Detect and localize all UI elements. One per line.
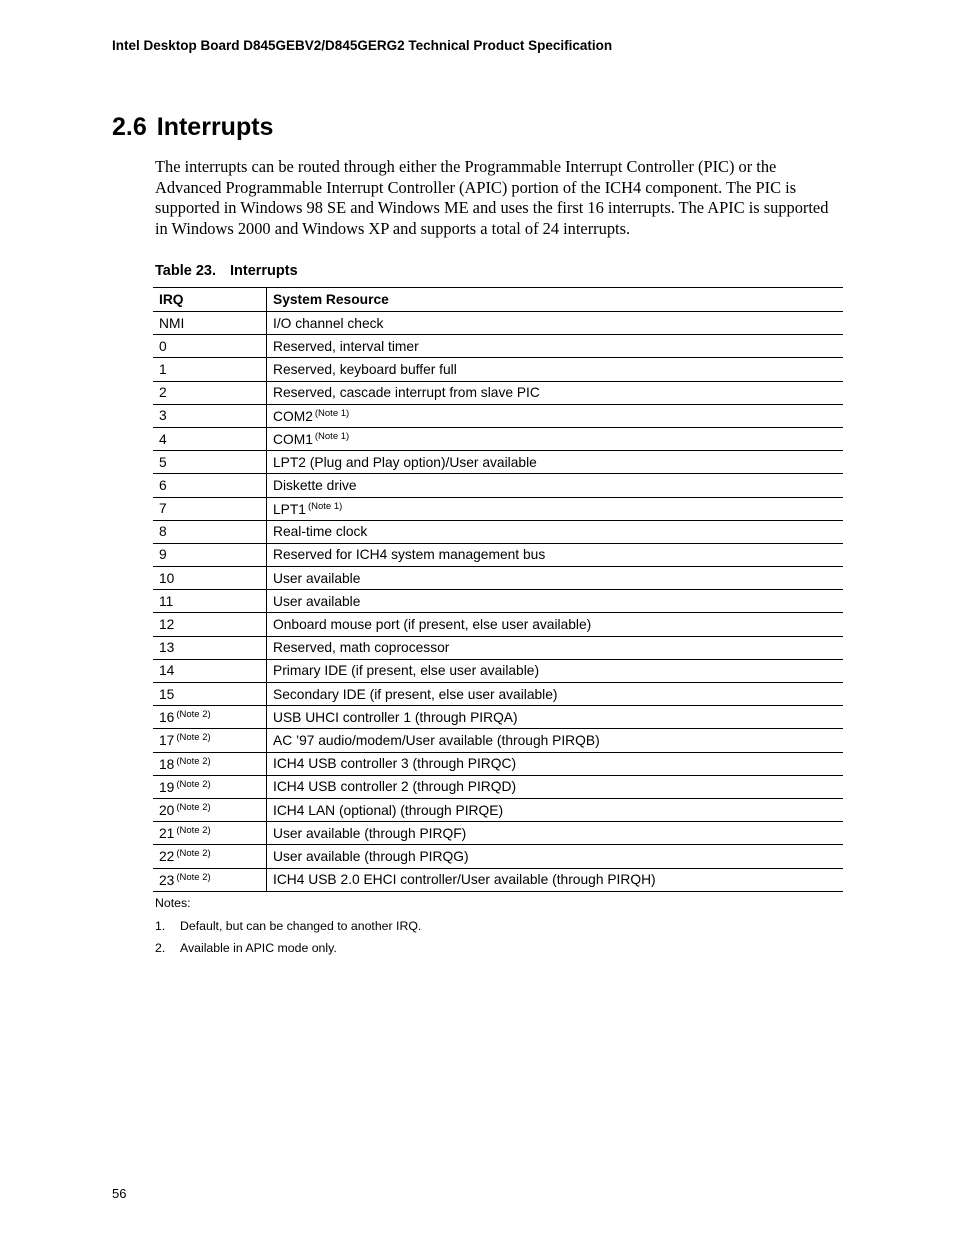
system-resource-value: ICH4 USB 2.0 EHCI controller/User available (through PIRQH): [273, 872, 656, 888]
irq-footnote-ref: (Note 2): [176, 825, 211, 837]
system-resource-value: User available (through PIRQF): [273, 825, 467, 841]
system-resource-cell: [267, 775, 844, 798]
system-resource-cell: [267, 845, 844, 868]
system-resource-value: Reserved, interval timer: [273, 338, 419, 354]
irq-value: NMI: [159, 315, 185, 331]
system-resource-value: Reserved for ICH4 system management bus: [273, 547, 546, 563]
irq-value: 10: [159, 570, 175, 586]
irq-value: 5: [159, 454, 167, 470]
system-resource-cell: [267, 404, 844, 427]
irq-cell: [153, 590, 267, 613]
system-resource-value: Onboard mouse port (if present, else user available): [273, 617, 592, 633]
irq-footnote-ref: (Note 2): [176, 848, 211, 860]
system-resource-cell: [267, 822, 844, 845]
table-row: [153, 683, 843, 706]
irq-cell: [153, 845, 267, 868]
system-resource-cell: [267, 636, 844, 659]
section-number: 2.6: [112, 113, 147, 141]
notes-title: Notes:: [155, 896, 191, 910]
resource-footnote-ref: (Note 1): [314, 407, 350, 419]
system-resource-value: LPT2 (Plug and Play option)/User available: [273, 454, 537, 470]
irq-cell: [153, 752, 267, 775]
irq-cell: [153, 451, 267, 474]
irq-cell: [153, 404, 267, 427]
table-row: [153, 613, 843, 636]
irq-footnote-ref: (Note 2): [176, 802, 211, 814]
table-row: [153, 358, 843, 381]
irq-cell: [153, 335, 267, 358]
note-number: 1.: [155, 919, 166, 933]
system-resource-value: Secondary IDE (if present, else user available): [273, 686, 558, 702]
column-header-system-resource: System Resource: [267, 288, 844, 312]
system-resource-value: ICH4 USB controller 2 (through PIRQD): [273, 779, 517, 795]
table-row: [153, 404, 843, 427]
irq-footnote-ref: (Note 2): [176, 755, 211, 767]
system-resource-value: ICH4 LAN (optional) (through PIRQE): [273, 802, 504, 818]
table-row: [153, 335, 843, 358]
system-resource-cell: [267, 451, 844, 474]
column-header-irq: IRQ: [153, 288, 267, 312]
system-resource-cell: [267, 520, 844, 543]
section-heading: [112, 113, 273, 142]
irq-cell: [153, 358, 267, 381]
table-row: [153, 729, 843, 752]
system-resource-value: LPT1: [273, 501, 306, 517]
irq-footnote-ref: (Note 2): [176, 709, 211, 721]
irq-value: 11: [159, 593, 174, 609]
system-resource-cell: [267, 613, 844, 636]
section-title: Interrupts: [156, 113, 274, 141]
irq-value: 15: [159, 686, 175, 702]
irq-cell: [153, 474, 267, 497]
system-resource-cell: [267, 335, 844, 358]
irq-value: 22: [159, 849, 175, 865]
table-row: [153, 752, 843, 775]
irq-cell: [153, 636, 267, 659]
table-row: [153, 497, 843, 520]
system-resource-cell: [267, 706, 844, 729]
table-row: [153, 381, 843, 404]
table-caption-title: Interrupts: [229, 263, 298, 279]
table-row: [153, 822, 843, 845]
irq-value: 6: [159, 477, 167, 493]
note-number: 2.: [155, 941, 166, 955]
system-resource-value: User available (through PIRQG): [273, 848, 469, 864]
table-row: [153, 520, 843, 543]
irq-cell: [153, 312, 267, 335]
irq-cell: [153, 520, 267, 543]
system-resource-cell: [267, 474, 844, 497]
irq-value: 4: [159, 431, 167, 447]
irq-value: 0: [159, 338, 167, 354]
irq-cell: [153, 683, 267, 706]
irq-value: 17: [159, 733, 175, 749]
irq-value: 21: [159, 826, 175, 842]
running-header: Intel Desktop Board D845GEBV2/D845GERG2 Technical Product Specification: [112, 38, 613, 53]
irq-cell: [153, 798, 267, 821]
system-resource-value: Primary IDE (if present, else user available): [273, 663, 540, 679]
table-row: [153, 659, 843, 682]
note-text: Default, but can be changed to another IRQ.: [180, 919, 422, 933]
table-body: [153, 312, 843, 892]
system-resource-cell: [267, 798, 844, 821]
irq-footnote-ref: (Note 2): [176, 778, 211, 790]
table-notes: [155, 896, 421, 963]
irq-cell: [153, 775, 267, 798]
system-resource-cell: [267, 358, 844, 381]
note-text: Available in APIC mode only.: [180, 941, 337, 955]
system-resource-value: Reserved, math coprocessor: [273, 640, 450, 656]
system-resource-cell: [267, 427, 844, 450]
table-row: [153, 451, 843, 474]
system-resource-cell: [267, 729, 844, 752]
irq-footnote-ref: (Note 2): [176, 732, 211, 744]
table-row: [153, 775, 843, 798]
system-resource-cell: [267, 590, 844, 613]
table-row: [153, 427, 843, 450]
irq-value: 14: [159, 663, 175, 679]
system-resource-cell: [267, 868, 844, 891]
irq-cell: [153, 706, 267, 729]
irq-value: 1: [159, 361, 167, 377]
system-resource-cell: [267, 659, 844, 682]
irq-value: 23: [159, 872, 175, 888]
system-resource-value: Reserved, cascade interrupt from slave PIC: [273, 385, 540, 401]
table-row: [153, 312, 843, 335]
irq-cell: [153, 822, 267, 845]
resource-footnote-ref: (Note 1): [314, 431, 350, 443]
table-caption: [155, 263, 298, 279]
irq-value: 12: [159, 617, 175, 633]
irq-cell: [153, 381, 267, 404]
system-resource-value: COM2: [273, 408, 313, 424]
irq-cell: [153, 427, 267, 450]
page-number: 56: [112, 1186, 127, 1201]
irq-value: 3: [159, 408, 167, 424]
note-item: [155, 941, 421, 963]
interrupts-table: [153, 287, 843, 892]
system-resource-value: Reserved, keyboard buffer full: [273, 361, 457, 377]
table-header-row: [153, 288, 843, 312]
irq-cell: [153, 567, 267, 590]
irq-cell: [153, 729, 267, 752]
irq-value: 13: [159, 640, 175, 656]
irq-value: 9: [159, 547, 167, 563]
system-resource-cell: [267, 497, 844, 520]
table-row: [153, 868, 843, 891]
system-resource-value: ICH4 USB controller 3 (through PIRQC): [273, 756, 517, 772]
system-resource-cell: [267, 381, 844, 404]
system-resource-value: User available: [273, 570, 361, 586]
irq-value: 19: [159, 779, 175, 795]
system-resource-cell: [267, 312, 844, 335]
table-row: [153, 567, 843, 590]
table-row: [153, 543, 843, 566]
irq-value: 8: [159, 524, 167, 540]
system-resource-value: Diskette drive: [273, 477, 357, 493]
irq-cell: [153, 497, 267, 520]
resource-footnote-ref: (Note 1): [307, 500, 343, 512]
system-resource-cell: [267, 683, 844, 706]
system-resource-value: USB UHCI controller 1 (through PIRQA): [273, 709, 518, 725]
irq-value: 16: [159, 710, 175, 726]
system-resource-value: COM1: [273, 432, 313, 448]
table-row: [153, 636, 843, 659]
system-resource-value: AC ’97 audio/modem/User available (through PIRQB): [273, 732, 600, 748]
table-row: [153, 798, 843, 821]
irq-value: 7: [159, 501, 167, 517]
system-resource-cell: [267, 543, 844, 566]
note-item: [155, 919, 421, 941]
system-resource-value: Real-time clock: [273, 524, 368, 540]
table-row: [153, 590, 843, 613]
irq-footnote-ref: (Note 2): [176, 871, 211, 883]
table-row: [153, 474, 843, 497]
system-resource-cell: [267, 752, 844, 775]
irq-value: 2: [159, 385, 167, 401]
system-resource-value: User available: [273, 593, 361, 609]
system-resource-cell: [267, 567, 844, 590]
system-resource-value: I/O channel check: [273, 315, 384, 331]
irq-value: 18: [159, 756, 175, 772]
table-row: [153, 845, 843, 868]
irq-cell: [153, 868, 267, 891]
table-caption-label: Table 23.: [155, 263, 216, 279]
irq-cell: [153, 613, 267, 636]
body-paragraph: The interrupts can be routed through either the Programmable Interrupt Controller (PIC) or the Advanced Programmable Interrupt Controller (APIC) portion of the ICH4 component. The PIC is supported in Windows 98 SE and Windows ME and uses the first 16 interrupts. The APIC is supported in Windows 2000 and Windows XP and supports a total of 24 interrupts.: [155, 157, 829, 238]
irq-cell: [153, 543, 267, 566]
table-row: [153, 706, 843, 729]
irq-value: 20: [159, 803, 175, 819]
irq-cell: [153, 659, 267, 682]
